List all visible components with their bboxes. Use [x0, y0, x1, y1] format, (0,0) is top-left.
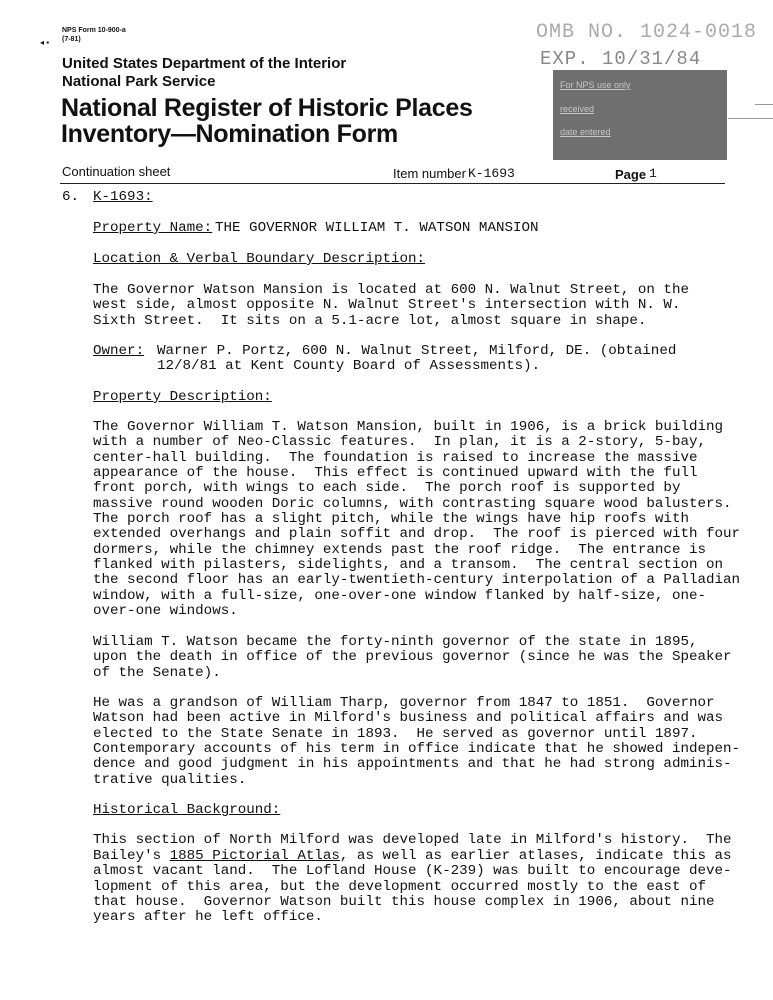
page-number: 1 [649, 166, 657, 181]
description-line: appearance of the house. This effect is continued upward with the full [93, 465, 698, 481]
owner-line: Warner P. Portz, 600 N. Walnut Street, Milford, DE. (obtained [157, 343, 677, 359]
historical-line-post: , as well as earlier atlases, indicate this as [339, 848, 732, 864]
nps-received-label: received [560, 104, 595, 114]
location-line: Sixth Street. It sits on a 5.1-acre lot, almost square in shape. [93, 313, 647, 329]
form-mark: ◂ ▪ [40, 38, 50, 47]
header-rule [60, 183, 725, 184]
historical-line: almost vacant land. The Lofland House (K-239) was built to encourage deve- [93, 863, 732, 879]
historical-line: that house. Governor Watson built this house complex in 1906, about nine [93, 894, 715, 910]
grandson-line: Watson had been active in Milford's business and political affairs and was [93, 710, 724, 726]
service-heading: National Park Service [62, 73, 216, 90]
description-line: The porch roof has a slight pitch, while the wings have hip roofs with [93, 511, 689, 527]
grandson-line: Contemporary accounts of his term in office indicate that he showed indepen- [93, 741, 741, 757]
location-line: The Governor Watson Mansion is located at 600 N. Walnut Street, on the [93, 282, 689, 298]
description-line: over-one windows. [93, 603, 238, 619]
historical-background-heading: Historical Background: [93, 802, 281, 818]
form-title-line1: National Register of Historic Places [61, 94, 473, 122]
watson-line: of the Senate). [93, 665, 221, 681]
scan-mark [728, 118, 773, 119]
grandson-line: trative qualities. [93, 772, 247, 788]
section-number: 6. [62, 189, 80, 205]
description-line: dormers, while the chimney extends past the roof ridge. The entrance is [93, 542, 706, 558]
watson-line: upon the death in office of the previous governor (since he was the Speaker [93, 649, 732, 665]
form-number [62, 26, 126, 44]
grandson-line: elected to the State Senate in 1893. He served as governor until 1897. [93, 726, 698, 742]
nps-date-entered-label: date entered [560, 127, 611, 137]
atlas-citation: 1885 Pictorial Atlas [169, 848, 340, 864]
property-name-label: Property Name: [93, 220, 213, 236]
property-name-value: THE GOVERNOR WILLIAM T. WATSON MANSION [215, 220, 539, 236]
form-number-text: NPS Form 10-900-a [62, 27, 126, 34]
grandson-line: He was a grandson of William Tharp, governor from 1847 to 1851. Governor [93, 695, 715, 711]
description-line: front porch, with wings to each side. The porch roof is supported by [93, 480, 681, 496]
property-description-heading: Property Description: [93, 389, 272, 405]
historical-line: years after he left office. [93, 909, 323, 925]
description-line: flanked with pilasters, sidelights, and a transom. The central section on [93, 557, 724, 573]
owner-label: Owner: [93, 343, 145, 359]
form-title-line2: Inventory—Nomination Form [61, 120, 398, 148]
scan-mark [755, 104, 773, 105]
historical-line: This section of North Milford was developed late in Milford's history. The [93, 832, 732, 848]
department-heading: United States Department of the Interior [62, 55, 347, 72]
form-revision-text: (7-81) [62, 36, 81, 43]
item-number-label: Item number [393, 166, 466, 181]
watson-line: William T. Watson became the forty-ninth governor of the state in 1895, [93, 634, 698, 650]
description-line: extended overhangs and plain soffit and drop. The roof is pierced with four [93, 526, 741, 542]
description-line: The Governor William T. Watson Mansion, built in 1906, is a brick building [93, 419, 724, 435]
description-line: massive round wooden Doric columns, with contrasting square wood balusters. [93, 496, 732, 512]
expiration-stamp: EXP. 10/31/84 [540, 48, 702, 70]
omb-stamp: OMB NO. 1024-0018 [536, 21, 758, 44]
continuation-sheet-label: Continuation sheet [62, 164, 171, 179]
page-label: Page [615, 167, 647, 182]
description-line: the second floor has an early-twentieth-century interpolation of a Palladian [93, 572, 741, 588]
owner-line: 12/8/81 at Kent County Board of Assessments). [157, 358, 541, 374]
historical-line-pre: Bailey's [93, 848, 170, 864]
item-number-value: K-1693 [468, 166, 515, 181]
grandson-line: dence and good judgment in his appointments and that he had strong adminis- [93, 756, 732, 772]
description-line: window, with a full-size, one-over-one window flanked by half-size, one- [93, 588, 706, 604]
location-heading: Location & Verbal Boundary Description: [93, 251, 426, 267]
location-line: west side, almost opposite N. Walnut Street's intersection with N. W. [93, 297, 681, 313]
section-id: K-1693: [93, 189, 153, 205]
nps-use-label: For NPS use only [560, 80, 631, 90]
description-line: with a number of Neo-Classic features. In plan, it is a 2-story, 5-bay, [93, 434, 706, 450]
description-line: center-hall building. The foundation is raised to increase the massive [93, 450, 698, 466]
historical-line [93, 848, 732, 864]
historical-line: lopment of this area, but the development occurred mostly to the east of [93, 879, 706, 895]
